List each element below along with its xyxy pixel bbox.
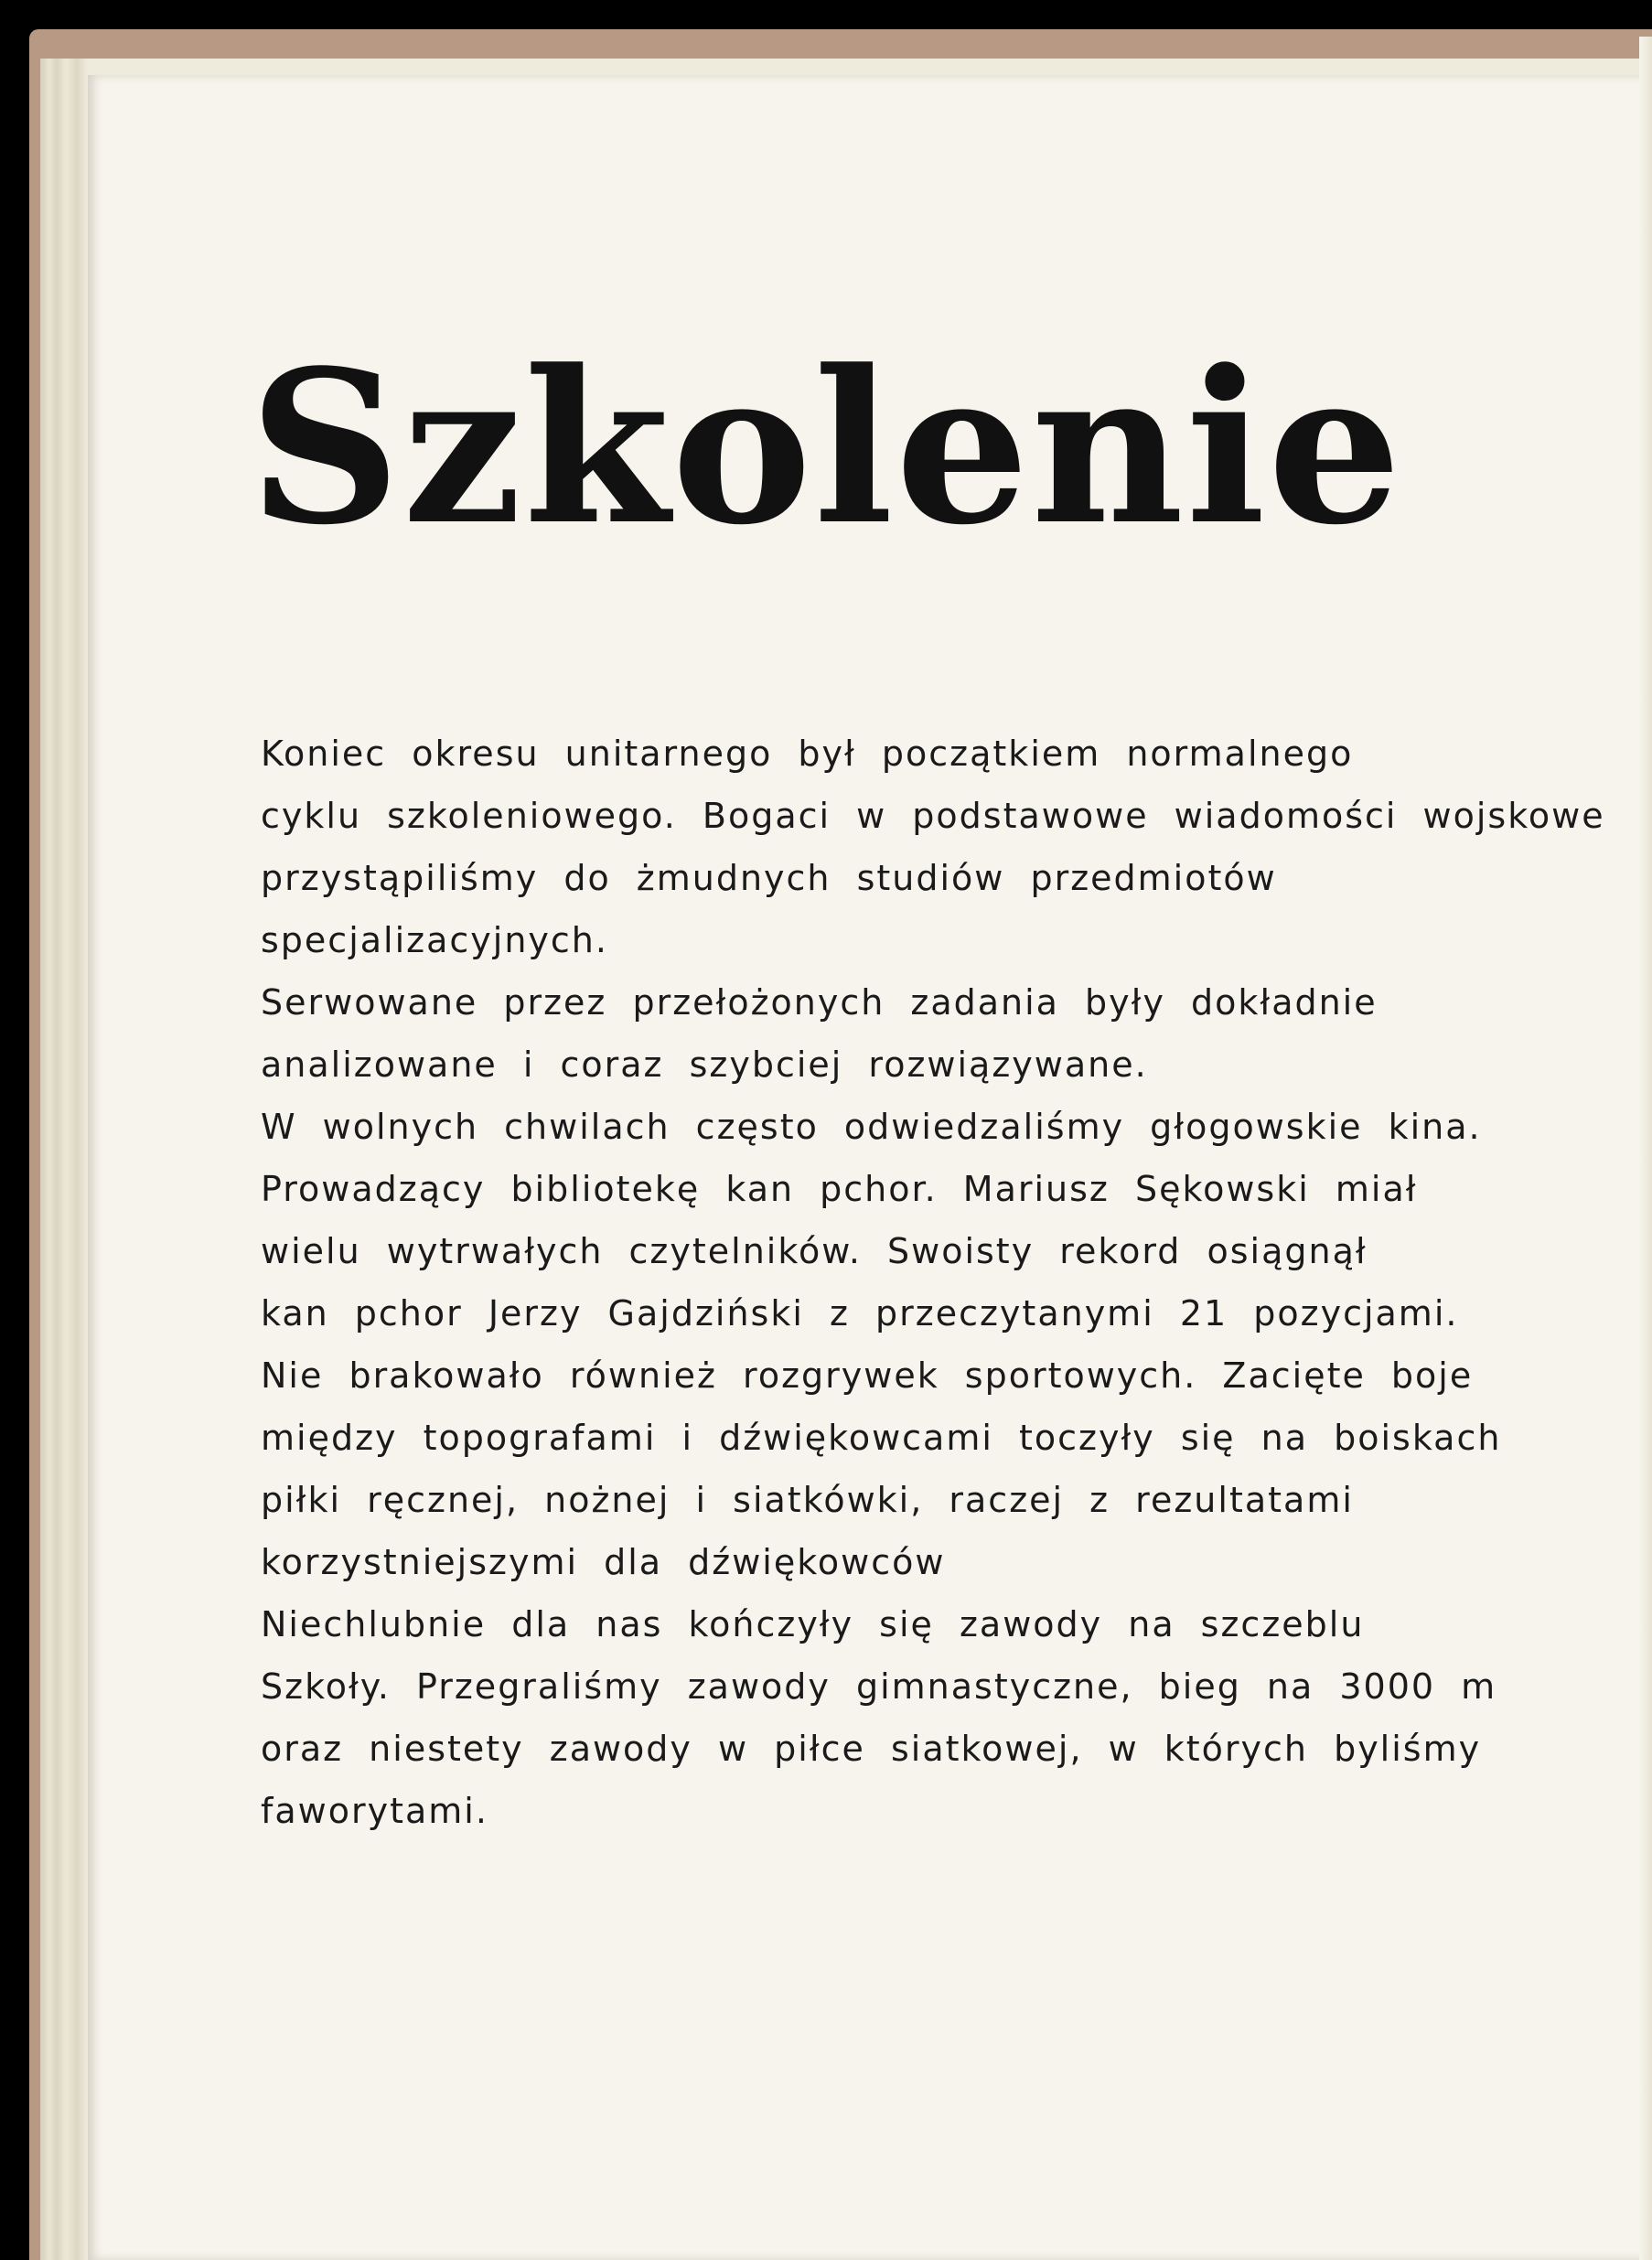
text-line: piłki ręcznej, nożnej i siatkówki, raczej z rezultatami xyxy=(261,1480,1354,1520)
text-line: Koniec okresu unitarnego był początkiem normalnego xyxy=(261,734,1354,774)
text-line: Prowadzący bibliotekę kan pchor. Mariusz Sękowski miał xyxy=(261,1169,1418,1209)
text-line: między topografami i dźwiękowcami toczyły się na boiskach xyxy=(261,1418,1502,1458)
text-line: korzystniejszymi dla dźwiękowców xyxy=(261,1542,946,1582)
text-line: specjalizacyjnych. xyxy=(261,920,608,960)
text-line: Niechlubnie dla nas kończyły się zawody na szczeblu xyxy=(261,1604,1365,1644)
text-line: analizowane i coraz szybciej rozwiązywane. xyxy=(261,1044,1148,1085)
text-line: faworytami. xyxy=(261,1791,488,1831)
text-line: kan pchor Jerzy Gajdziński z przeczytanymi 21 pozycjami. xyxy=(261,1293,1459,1334)
text-line: przystąpiliśmy do żmudnych studiów przedmiotów xyxy=(261,858,1277,898)
text-line: Serwowane przez przełożonych zadania były dokładnie xyxy=(261,982,1378,1023)
text-line: W wolnych chwilach często odwiedzaliśmy głogowskie kina. xyxy=(261,1107,1482,1147)
text-line: Szkoły. Przegraliśmy zawody gimnastyczne, bieg na 3000 m xyxy=(261,1666,1497,1707)
page-heading: Szkolenie xyxy=(248,325,1404,572)
text-line: wielu wytrwałych czytelników. Swoisty rekord osiągnął xyxy=(261,1231,1368,1271)
text-line: cyklu szkoleniowego. Bogaci w podstawowe wiadomości wojskowe xyxy=(261,796,1605,836)
text-line: Nie brakowało również rozgrywek sportowych. Zacięte boje xyxy=(261,1355,1474,1396)
text-line: oraz niestety zawody w piłce siatkowej, w których byliśmy xyxy=(261,1729,1482,1769)
body-text xyxy=(261,723,1605,1842)
